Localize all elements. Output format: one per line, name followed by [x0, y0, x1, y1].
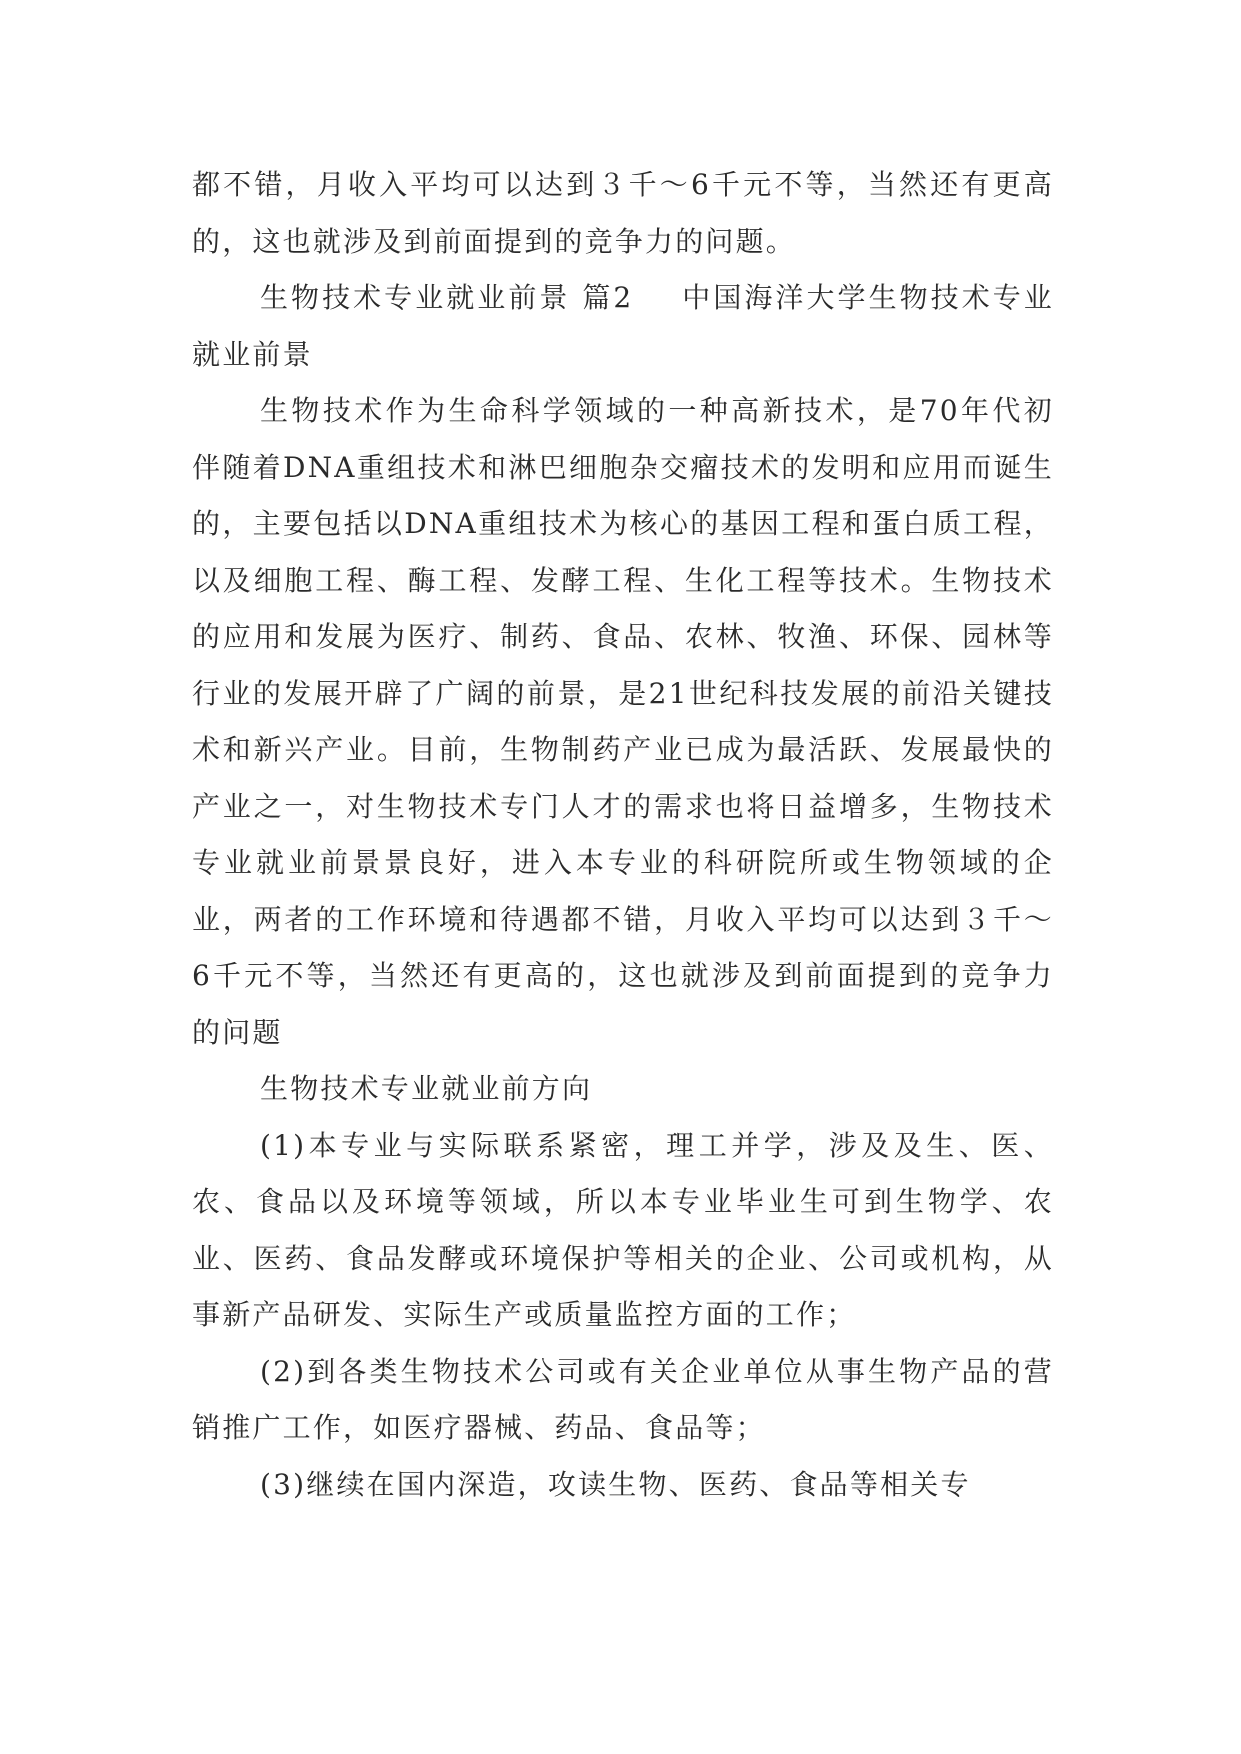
list-item-2: (2)到各类生物技术公司或有关企业单位从事生物产品的营销推广工作，如医疗器械、药品、食品等； [192, 1354, 1054, 1444]
paragraph-direction-heading: 生物技术专业就业前方向 [260, 1072, 593, 1105]
list-item-3: (3)继续在国内深造，攻读生物、医药、食品等相关专 [260, 1467, 971, 1501]
heading-subtitle: 中国海洋大学生物技术专业就业前景 [192, 281, 1054, 371]
paragraph-overview: 生物技术作为生命科学领域的一种高新技术，是70年代初伴随着DNA重组技术和淋巴细胞杂交瘤技术的发明和应用而诞生的，主要包括以DNA重组技术为核心的基因工程和蛋白质工程，以及细胞工程、酶工程、发酵工程、生化工程等技术。生物技术的应用和发展为医疗、制药、食品、农林、牧渔、环保、园林等行业的发展开辟了广阔的前景，是21世纪科技发展的前沿关键技术和新兴产业。目前，生物制药产业已成为最活跃、发展最快的产业之一，对生物技术专门人才的需求也将日益增多，生物技术专业就业前景景良好，进入本专业的科研院所或生物领域的企业，两者的工作环境和待遇都不错，月收入平均可以达到３千～6千元不等，当然还有更高的，这也就涉及到前面提到的竞争力的问题 [192, 394, 1054, 1049]
section-heading [192, 270, 1054, 383]
list-item-1: (1)本专业与实际联系紧密，理工并学，涉及及生、医、农、食品以及环境等领域，所以本专业毕业生可到生物学、农业、医药、食品发酵或环境保护等相关的企业、公司或机构，从事新产品研发、实际生产或质量监控方面的工作； [192, 1128, 1054, 1331]
document-body [192, 157, 1054, 1513]
paragraph-continuation: 都不错，月收入平均可以达到３千～6千元不等，当然还有更高的，这也就涉及到前面提到的竞争力的问题。 [192, 168, 1054, 258]
heading-title: 生物技术专业就业前景 篇2 [260, 281, 634, 314]
